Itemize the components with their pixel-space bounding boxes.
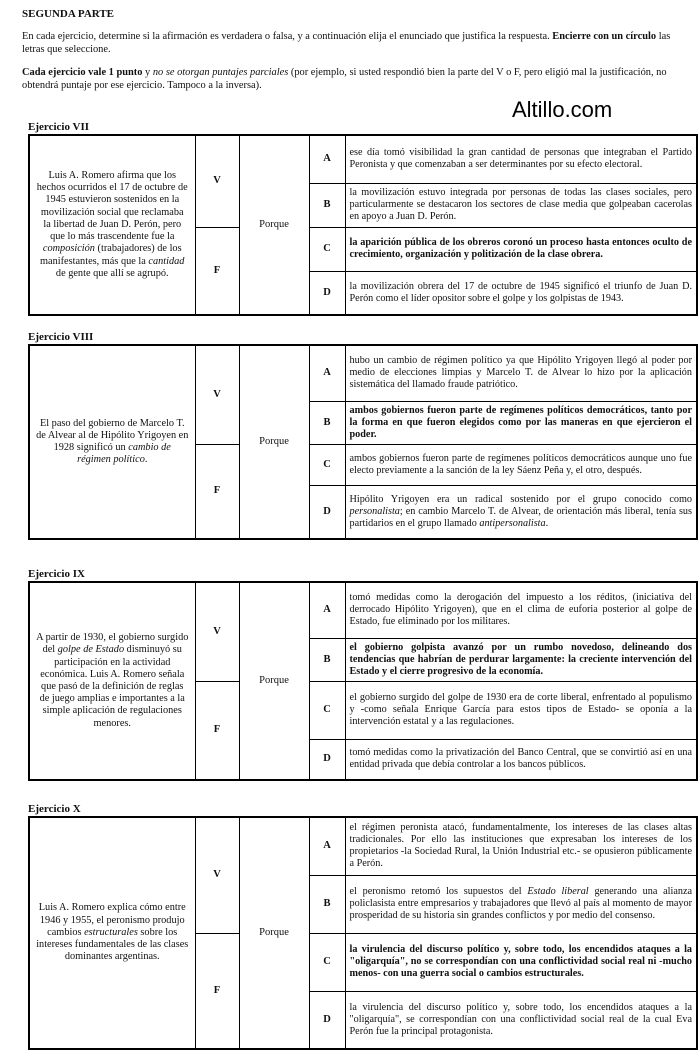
italic-term: estructurales (84, 926, 138, 938)
italic-term: personalista (349, 505, 400, 517)
text-segment: generando una alianza policlasista entre empresarios y trabajadores que llevó al país al momento de mayor prosperidad de su historia sin grandes conflictos y por medio del consenso. (349, 886, 692, 921)
scoring-rules (22, 66, 682, 92)
text-segment: tomó medidas como la derogación del impuesto a los réditos, (iniciativa del derrocado Hipólito Yrigoyen), que en el clima de euforia posterior al golpe de Estado, fue eliminado por los militares. (349, 592, 692, 628)
option-row (29, 817, 697, 875)
scoring-rules-italic: no se otorgan puntajes parciales (152, 67, 289, 78)
instructions-line-1: En cada ejercicio, determine si la afirmación es verdadera o falsa, y a continuación elija el enunciado que justifica la respuesta. (22, 31, 550, 42)
option-text (345, 991, 697, 1049)
option-text (345, 933, 697, 991)
text-segment: ese día tomó visibilidad la gran cantidad de personas que integraban el Partido Peronista y que comenzaban a ser determinantes por su efecto electoral. (349, 147, 692, 171)
false-choice[interactable]: F (195, 681, 239, 780)
text-segment: la virulencia del discurso político y, sobre todo, los encendidos ataques a la "oligarquía", no se correspondían con una conflictividad social real ni -mucho menos- con una guerra social o cambios estructurales. (349, 944, 692, 979)
option-letter[interactable]: C (309, 933, 345, 991)
text-segment: de gente que allí se agrupó. (55, 267, 169, 279)
option-text (345, 227, 697, 271)
exercise-statement (29, 135, 195, 315)
text-segment: ambos gobiernos fueron parte de regímenes políticos democráticos aunque uno fue electo previamente a la sanción de la ley Sáenz Peña y, el otro, después. (349, 452, 692, 476)
option-text (345, 582, 697, 638)
false-choice[interactable]: F (195, 933, 239, 1049)
option-letter[interactable]: D (309, 991, 345, 1049)
italic-term: golpe de Estado (57, 644, 125, 656)
option-text (345, 444, 697, 485)
exercise-table (28, 344, 698, 540)
option-text (345, 638, 697, 681)
option-letter[interactable]: B (309, 183, 345, 227)
scoring-rules-rest: (por ejemplo, si usted respondió bien la parte del V o F, pero eligió mal la justificación, no obtendrá puntaje por ese ejercicio. Tampoco a la inversa). (22, 67, 667, 91)
option-letter[interactable]: A (309, 135, 345, 183)
true-choice[interactable]: V (195, 135, 239, 227)
option-letter[interactable]: D (309, 271, 345, 315)
because-label: Porque (239, 135, 309, 315)
exercise-title: Ejercicio IX (28, 568, 85, 580)
option-row (29, 135, 697, 183)
text-segment: . (545, 517, 549, 529)
text-segment: hubo un cambio de régimen político ya que Hipólito Yrigoyen llegó al poder por medio de elecciones limpias y Marcelo T. de Alvear lo hizo por la aplicación sistemática del llamado fraude patriótico. (349, 355, 692, 391)
true-choice[interactable]: V (195, 817, 239, 933)
exercise-title: Ejercicio VIII (28, 331, 94, 343)
option-letter[interactable]: C (309, 681, 345, 739)
option-row (29, 582, 697, 638)
option-text (345, 485, 697, 539)
text-segment: el gobierno golpista avanzó por un rumbo novedoso, delineando dos tendencias que habrían de perdurar largamente: la creciente intervención del Estado y el cierre progresivo de la economía. (349, 641, 692, 677)
true-choice[interactable]: V (195, 345, 239, 444)
italic-term: cantidad (148, 255, 185, 267)
watermark-logo: Altillo.com (512, 97, 613, 122)
text-segment: ambos gobiernos fueron parte de regímenes políticos democráticos, tanto por la forma en que fueron elegidos como por las maneras en que ejercieron el poder. (349, 404, 692, 440)
option-letter[interactable]: C (309, 444, 345, 485)
section-title: SEGUNDA PARTE (22, 8, 115, 20)
scoring-rules-bold: Cada ejercicio vale 1 punto (22, 67, 143, 78)
instructions-bold: Encierre con un círculo (552, 31, 657, 42)
option-letter[interactable]: D (309, 739, 345, 780)
exercise-table (28, 134, 698, 316)
exercise-title: Ejercicio VII (28, 121, 89, 133)
option-text (345, 271, 697, 315)
option-text (345, 739, 697, 780)
text-segment: la virulencia del discurso político y, sobre todo, los encendidos ataques a la "oligarquía", se correspondían con una conflictividad social real de la cual Eva Perón fue la principal protagonista. (349, 1001, 692, 1037)
text-segment: la aparición pública de los obreros coronó un proceso hasta entonces oculto de crecimiento, organización y politización de la clase obrera. (349, 237, 692, 260)
text-segment: el régimen peronista atacó, fundamentalmente, los intereses de las clases altas tradicionales. Por ello las instituciones que expresaban los intereses de los propietarios -la Sociedad Rural, la Unión Industrial etc.- se opusieron públicamente a Perón. (349, 822, 692, 870)
text-segment: (trabajadores) de los manifestantes, más que la (40, 243, 182, 267)
exercise-title: Ejercicio X (28, 803, 81, 815)
exercise-table (28, 816, 698, 1050)
because-label: Porque (239, 582, 309, 780)
option-letter[interactable]: C (309, 227, 345, 271)
text-segment: la movilización estuvo integrada por personas de todas las clases sociales, pero particularmente se destacaron los sectores de clase media que golpeaban cacerolas en apoyo a Juan D. Perón. (349, 187, 692, 222)
exercise-table (28, 581, 698, 781)
instructions (22, 30, 682, 56)
option-letter[interactable]: B (309, 875, 345, 933)
text-segment: la movilización obrera del 17 de octubre de 1945 significó el triunfo de Juan D. Perón como el líder opositor sobre el golpe y los golpistas de 1943. (349, 280, 692, 304)
option-letter[interactable]: A (309, 345, 345, 401)
option-letter[interactable]: B (309, 401, 345, 444)
exercise-statement (29, 582, 195, 780)
false-choice[interactable]: F (195, 444, 239, 539)
text-segment: el peronismo retomó los supuestos del (349, 886, 528, 897)
text-segment: Luis A. Romero afirma que los hechos ocurridos el 17 de octubre de 1945 estuvieron sostenidos en la movilización social que reclamaba la libertad de Juan D. Perón, pero que lo más trascendente fue la (36, 170, 188, 243)
false-choice[interactable]: F (195, 227, 239, 315)
text-segment: El paso del gobierno de Marcelo T. de Alvear al de Hipólito Yrigoyen en 1928 significó un (36, 417, 189, 453)
exercise-statement (29, 817, 195, 1049)
text-segment: tomó medidas como la privatización del Banco Central, que se convirtió así en una entidad privada que debía controlar a los bancos públicos. (349, 747, 692, 771)
scoring-rules-connector: y (142, 67, 153, 78)
option-text (345, 183, 697, 227)
option-text (345, 135, 697, 183)
option-text (345, 817, 697, 875)
because-label: Porque (239, 817, 309, 1049)
option-text (345, 875, 697, 933)
text-segment: Luis A. Romero explica cómo entre 1946 y 1955, el peronismo produjo cambios (38, 902, 186, 938)
true-choice[interactable]: V (195, 582, 239, 681)
option-row (29, 345, 697, 401)
option-letter[interactable]: A (309, 817, 345, 875)
option-letter[interactable]: D (309, 485, 345, 539)
text-segment: . (144, 454, 148, 466)
italic-term: Estado liberal (527, 886, 589, 897)
option-letter[interactable]: A (309, 582, 345, 638)
italic-term: cambio de régimen político (77, 442, 171, 466)
because-label: Porque (239, 345, 309, 539)
text-segment: Hipólito Yrigoyen era un radical sostenido por el grupo conocido como (349, 493, 692, 505)
exercise-statement (29, 345, 195, 539)
italic-term: antipersonalista (479, 517, 546, 529)
text-segment: sobre los intereses fundamentales de las clases dominantes argentinas. (36, 926, 189, 963)
italic-term: composición (42, 243, 95, 255)
option-text (345, 401, 697, 444)
exam-page (22, 8, 682, 102)
text-segment: el gobierno surgido del golpe de 1930 era de corte liberal, enfrentado al populismo y -como señala Enrique García para estos tipos de Estado- se oponía a la intervención estatal y a las regulaciones. (349, 692, 692, 727)
option-letter[interactable]: B (309, 638, 345, 681)
instructions-line-2: las letras que seleccione. (22, 31, 671, 55)
option-text (345, 345, 697, 401)
option-text (345, 681, 697, 739)
text-segment: ; en cambio Marcelo T. de Alvear, de orientación más liberal, tenía sus partidarios en el grupo llamado (349, 505, 692, 529)
text-segment: disminuyó su participación en la actividad económica. Luis A. Romero señala que pasó de la definición de reglas de juego amplias e importantes a la simple aplicación de regulaciones menores. (39, 644, 185, 729)
text-segment: A partir de 1930, el gobierno surgido del (36, 632, 189, 656)
